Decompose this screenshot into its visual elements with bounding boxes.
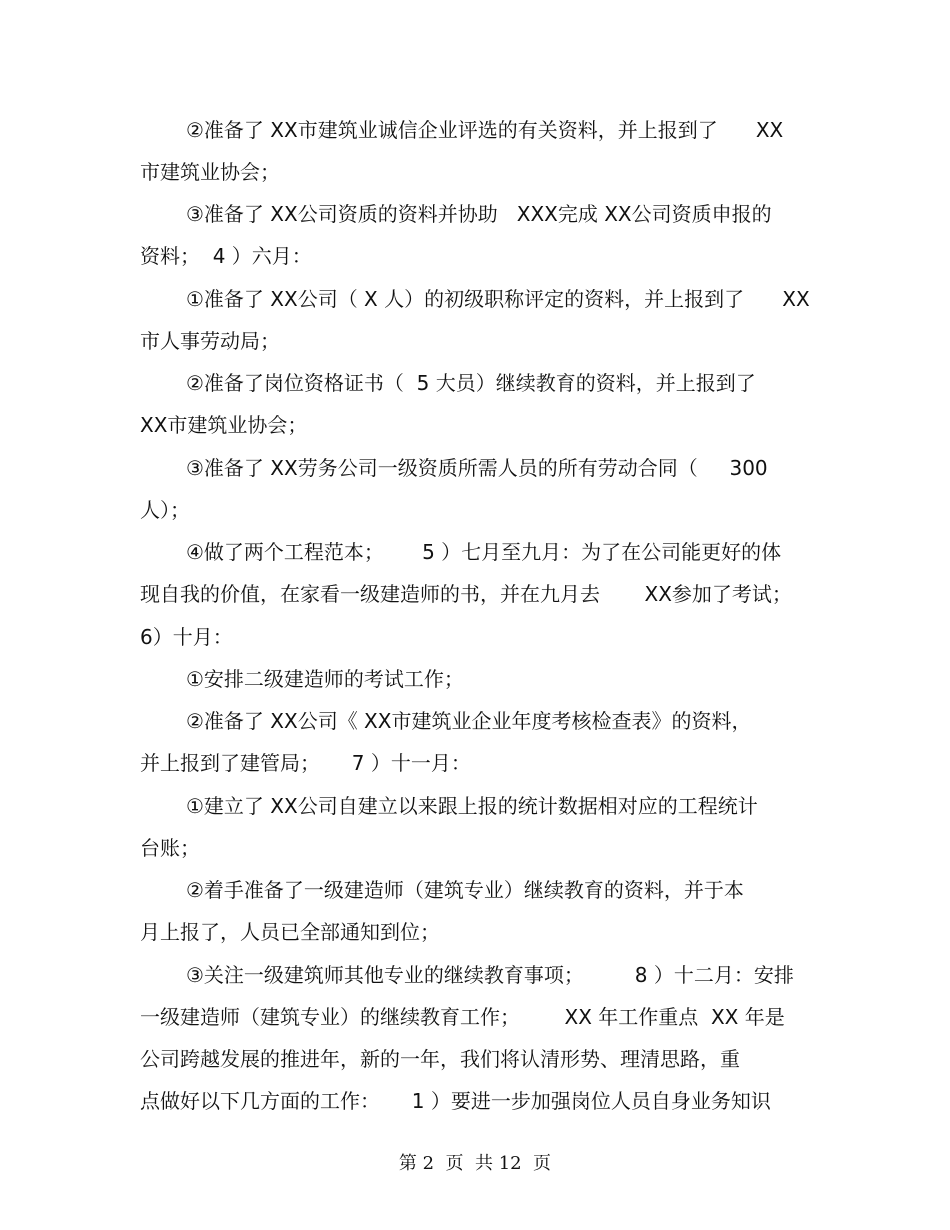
- paragraph-line: 台账；: [140, 836, 200, 860]
- paragraph-line: 人）；: [140, 498, 190, 522]
- paragraph-line: ③准备了 XX劳务公司一级资质所需人员的所有劳动合同（ 300: [186, 456, 768, 480]
- paragraph-line: XX市建筑业协会；: [140, 413, 308, 437]
- paragraph-line: 并上报到了建管局； 7 ）十一月：: [140, 751, 471, 775]
- paragraph-line: ③关注一级建筑师其他专业的继续教育事项； 8 ）十二月：安排: [186, 963, 794, 987]
- paragraph-line: 点做好以下几方面的工作： 1 ）要进一步加强岗位人员自身业务知识: [140, 1089, 771, 1113]
- paragraph-line: 资料； 4 ）六月：: [140, 244, 312, 268]
- paragraph-line: ①建立了 XX公司自建立以来跟上报的统计数据相对应的工程统计: [186, 794, 758, 818]
- paragraph-line: ③准备了 XX公司资质的资料并协助 XXX完成 XX公司资质申报的: [186, 202, 772, 226]
- paragraph-line: ①准备了 XX公司（ X 人）的初级职称评定的资料，并上报到了 XX: [186, 287, 810, 311]
- paragraph-line: 公司跨越发展的推进年，新的一年，我们将认清形势、理清思路，重: [140, 1047, 740, 1071]
- page-number-footer: 第 2 页 共 12 页: [398, 1153, 552, 1174]
- paragraph-line: ②准备了 XX公司《 XX市建筑业企业年度考核检查表》的资料，: [186, 709, 752, 733]
- paragraph-line: 市建筑业协会；: [140, 160, 280, 184]
- paragraph-line: ①安排二级建造师的考试工作；: [186, 667, 464, 691]
- paragraph-line: ④做了两个工程范本； 5 ）七月至九月：为了在公司能更好的体: [186, 540, 782, 564]
- paragraph-line: 6）十月：: [140, 625, 233, 649]
- paragraph-line: ②准备了岗位资格证书（ 5 大员）继续教育的资料，并上报到了: [186, 371, 756, 395]
- paragraph-line: 现自我的价值，在家看一级建造师的书，并在九月去 XX参加了考试；: [140, 582, 792, 606]
- paragraph-line: 一级建造师（建筑专业）的继续教育工作； XX 年工作重点 XX 年是: [140, 1005, 785, 1029]
- paragraph-line: ②着手准备了一级建造师（建筑专业）继续教育的资料，并于本: [186, 878, 744, 902]
- paragraph-line: ②准备了 XX市建筑业诚信企业评选的有关资料，并上报到了 XX: [186, 118, 784, 142]
- paragraph-line: 月上报了，人员已全部通知到位；: [140, 920, 440, 944]
- paragraph-line: 市人事劳动局；: [140, 329, 280, 353]
